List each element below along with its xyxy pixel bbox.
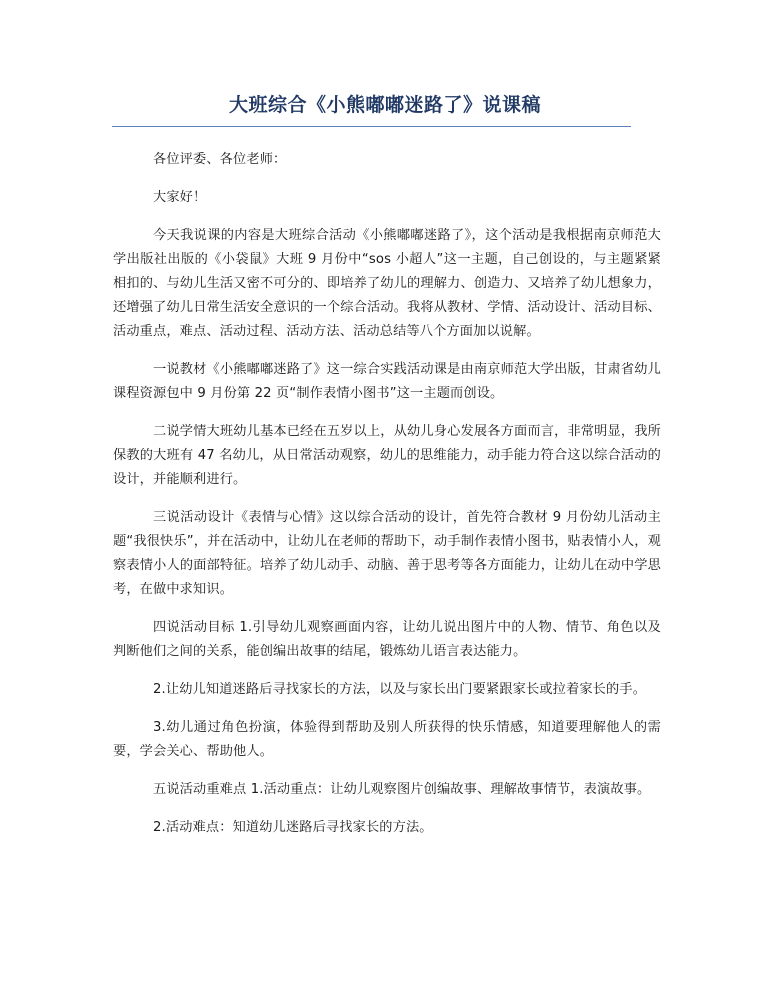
paragraph-goal-3: 3.幼儿通过角色扮演，体验得到帮助及别人所获得的快乐情感，知道要理解他人的需要，学会关心、帮助他人。	[113, 720, 661, 759]
paragraph-learners: 二说学情大班幼儿基本已经在五岁以上，从幼儿身心发展各方面而言，非常明显，我所保教的大班有 47 名幼儿，从日常活动观察，幼儿的思维能力，动手能力符合这以综合活动的设计，并能顺利进行。	[113, 424, 661, 487]
paragraph-hello: 大家好！	[153, 190, 207, 205]
paragraph-greeting: 各位评委、各位老师：	[153, 152, 287, 167]
paragraph-goal-2: 2.让幼儿知道迷路后寻找家长的方法，以及与家长出门要紧跟家长或拉着家长的手。	[153, 682, 647, 697]
paragraph-goal-1: 四说活动目标 1.引导幼儿观察画面内容，让幼儿说出图片中的人物、情节、角色以及判断他们之间的关系，能创编出故事的结尾，锻炼幼儿语言表达能力。	[113, 620, 661, 659]
paragraph-intro: 今天我说课的内容是大班综合活动《小熊嘟嘟迷路了》，这个活动是我根据南京师范大学出版社出版的《小袋鼠》大班 9 月份中“sos 小超人”这一主题，自己创设的，与主题紧紧相扣的、与幼儿生活又密不可分的、即培养了幼儿的理解力、创造力、又培养了幼儿想象力，还增强了幼儿日常生活安全意识的一个综合活动。我将从教材、学情、活动设计、活动目标、活动重点，难点、活动过程、活动方法、活动总结等八个方面加以说解。	[113, 228, 661, 339]
paragraph-design: 三说活动设计《表情与心情》这以综合活动的设计，首先符合教材 9 月份幼儿活动主题“我很快乐”，并在活动中，让幼儿在老师的帮助下，动手制作表情小图书，贴表情小人，观察表情小人的面部特征。培养了幼儿动手、动脑、善于思考等各方面能力，让幼儿在动中学思考，在做中求知识。	[113, 510, 661, 597]
paragraph-difficulty: 2.活动难点：知道幼儿迷路后寻找家长的方法。	[153, 820, 433, 835]
document-body	[113, 148, 661, 854]
title-underline	[112, 126, 631, 127]
document-title: 大班综合《小熊嘟嘟迷路了》说课稿	[228, 94, 541, 116]
paragraph-materials: 一说教材《小熊嘟嘟迷路了》这一综合实践活动课是由南京师范大学出版，甘肃省幼儿课程资源包中 9 月份第 22 页“制作表情小图书”这一主题而创设。	[113, 362, 661, 401]
paragraph-key-points: 五说活动重难点 1.活动重点：让幼儿观察图片创编故事、理解故事情节，表演故事。	[153, 782, 651, 797]
